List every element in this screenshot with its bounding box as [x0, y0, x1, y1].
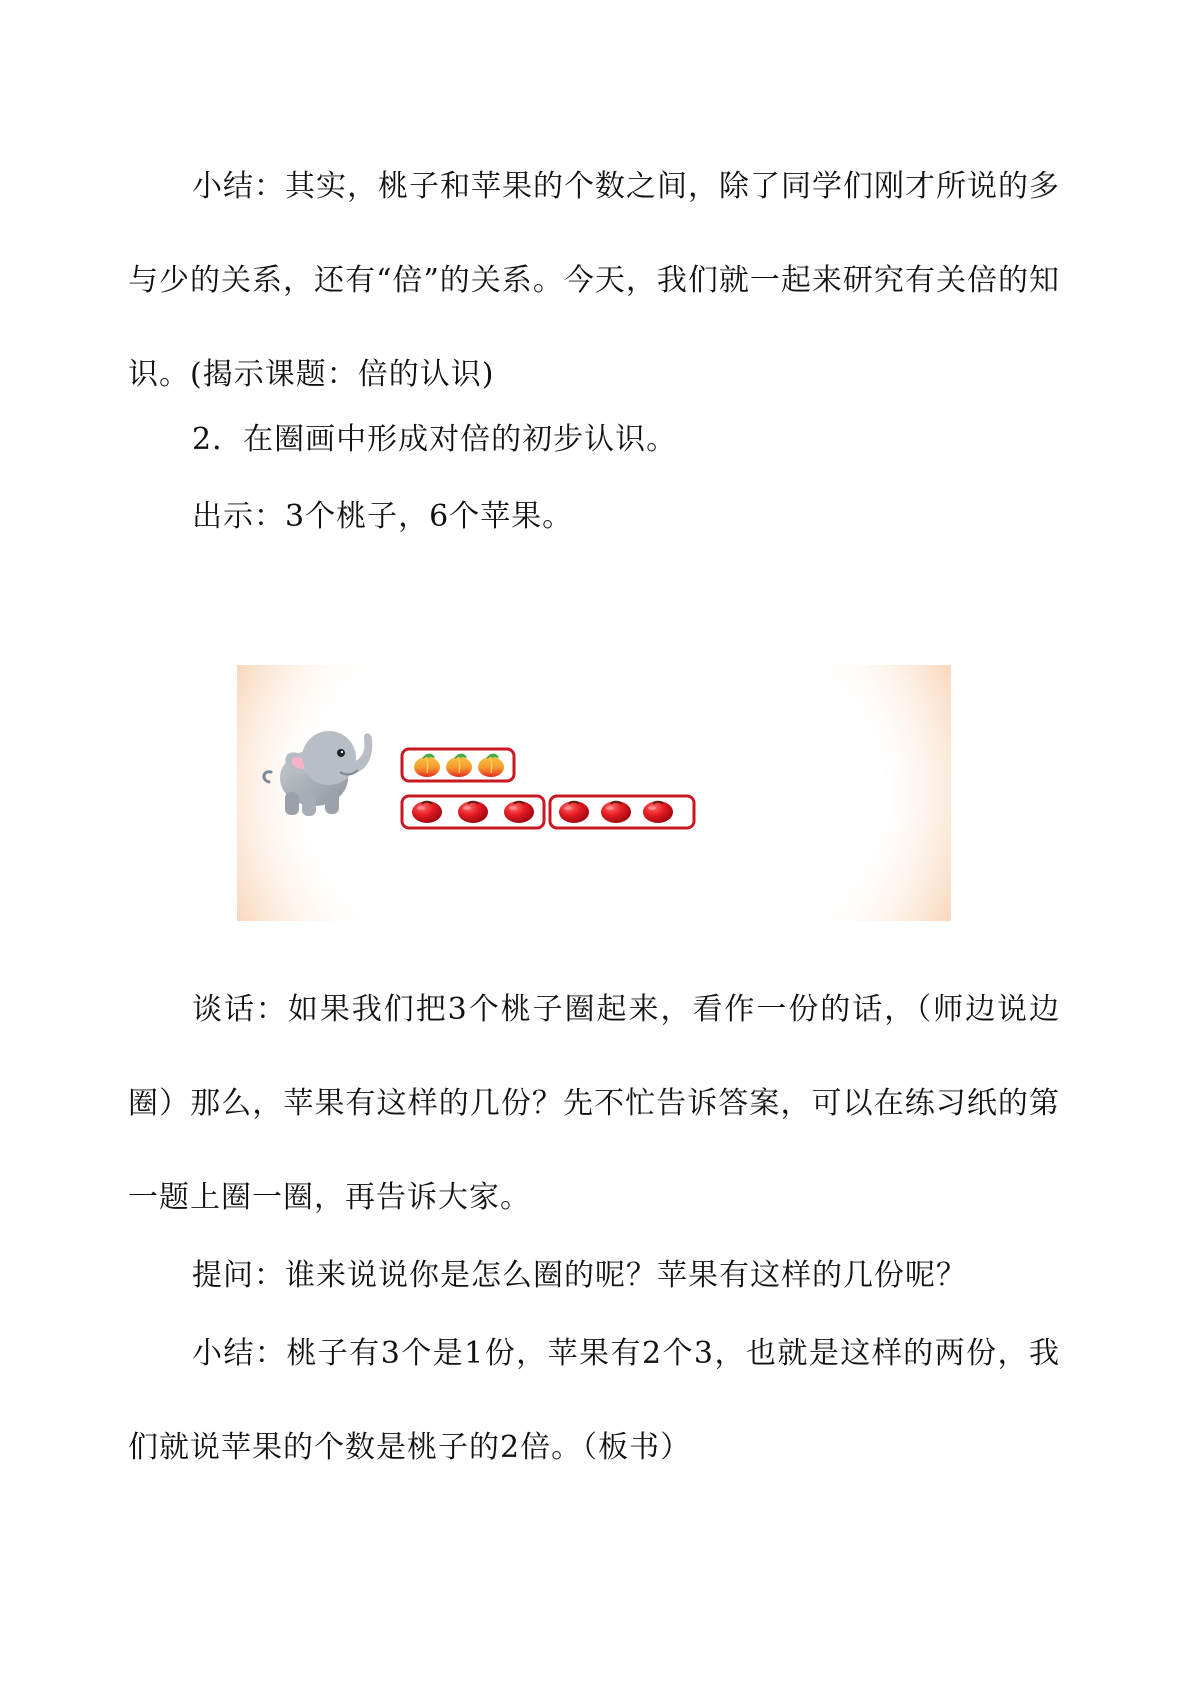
question-line: 提问：谁来说说你是怎么圈的呢？苹果有这样的几份呢？: [192, 1258, 967, 1293]
section-heading: 2．在圈画中形成对倍的初步认识。: [192, 422, 678, 457]
summary-conclusion-paragraph: 小结：桃子有3个是1份，苹果有2个3，也就是这样的两份，我们就说苹果的个数是桃子的2倍。（板书）: [128, 1336, 1060, 1465]
apple-icon: [559, 801, 589, 823]
apple-icon: [601, 801, 631, 823]
dialogue-paragraph: 谈话：如果我们把3个桃子圈起来，看作一份的话，（师边说边圈）那么，苹果有这样的几份？先不忙告诉答案，可以在练习纸的第一题上圈一圈，再告诉大家。: [128, 992, 1060, 1215]
apple-icon: [504, 801, 534, 823]
apple-icon: [643, 801, 673, 823]
show-items-line: 出示：3个桃子，6个苹果。: [192, 499, 574, 534]
peach-icon: [414, 754, 440, 777]
peaches-apples-illustration: [237, 665, 951, 921]
peach-icon: [478, 754, 504, 777]
elephant-icon: [264, 731, 372, 816]
peach-icon: [446, 754, 472, 777]
apple-icon: [412, 801, 442, 823]
apple-icon: [458, 801, 488, 823]
summary-intro-paragraph: 小结：其实，桃子和苹果的个数之间，除了同学们刚才所说的多与少的关系，还有“倍”的关系。今天，我们就一起来研究有关倍的知识。(揭示课题：倍的认识): [128, 169, 1060, 392]
